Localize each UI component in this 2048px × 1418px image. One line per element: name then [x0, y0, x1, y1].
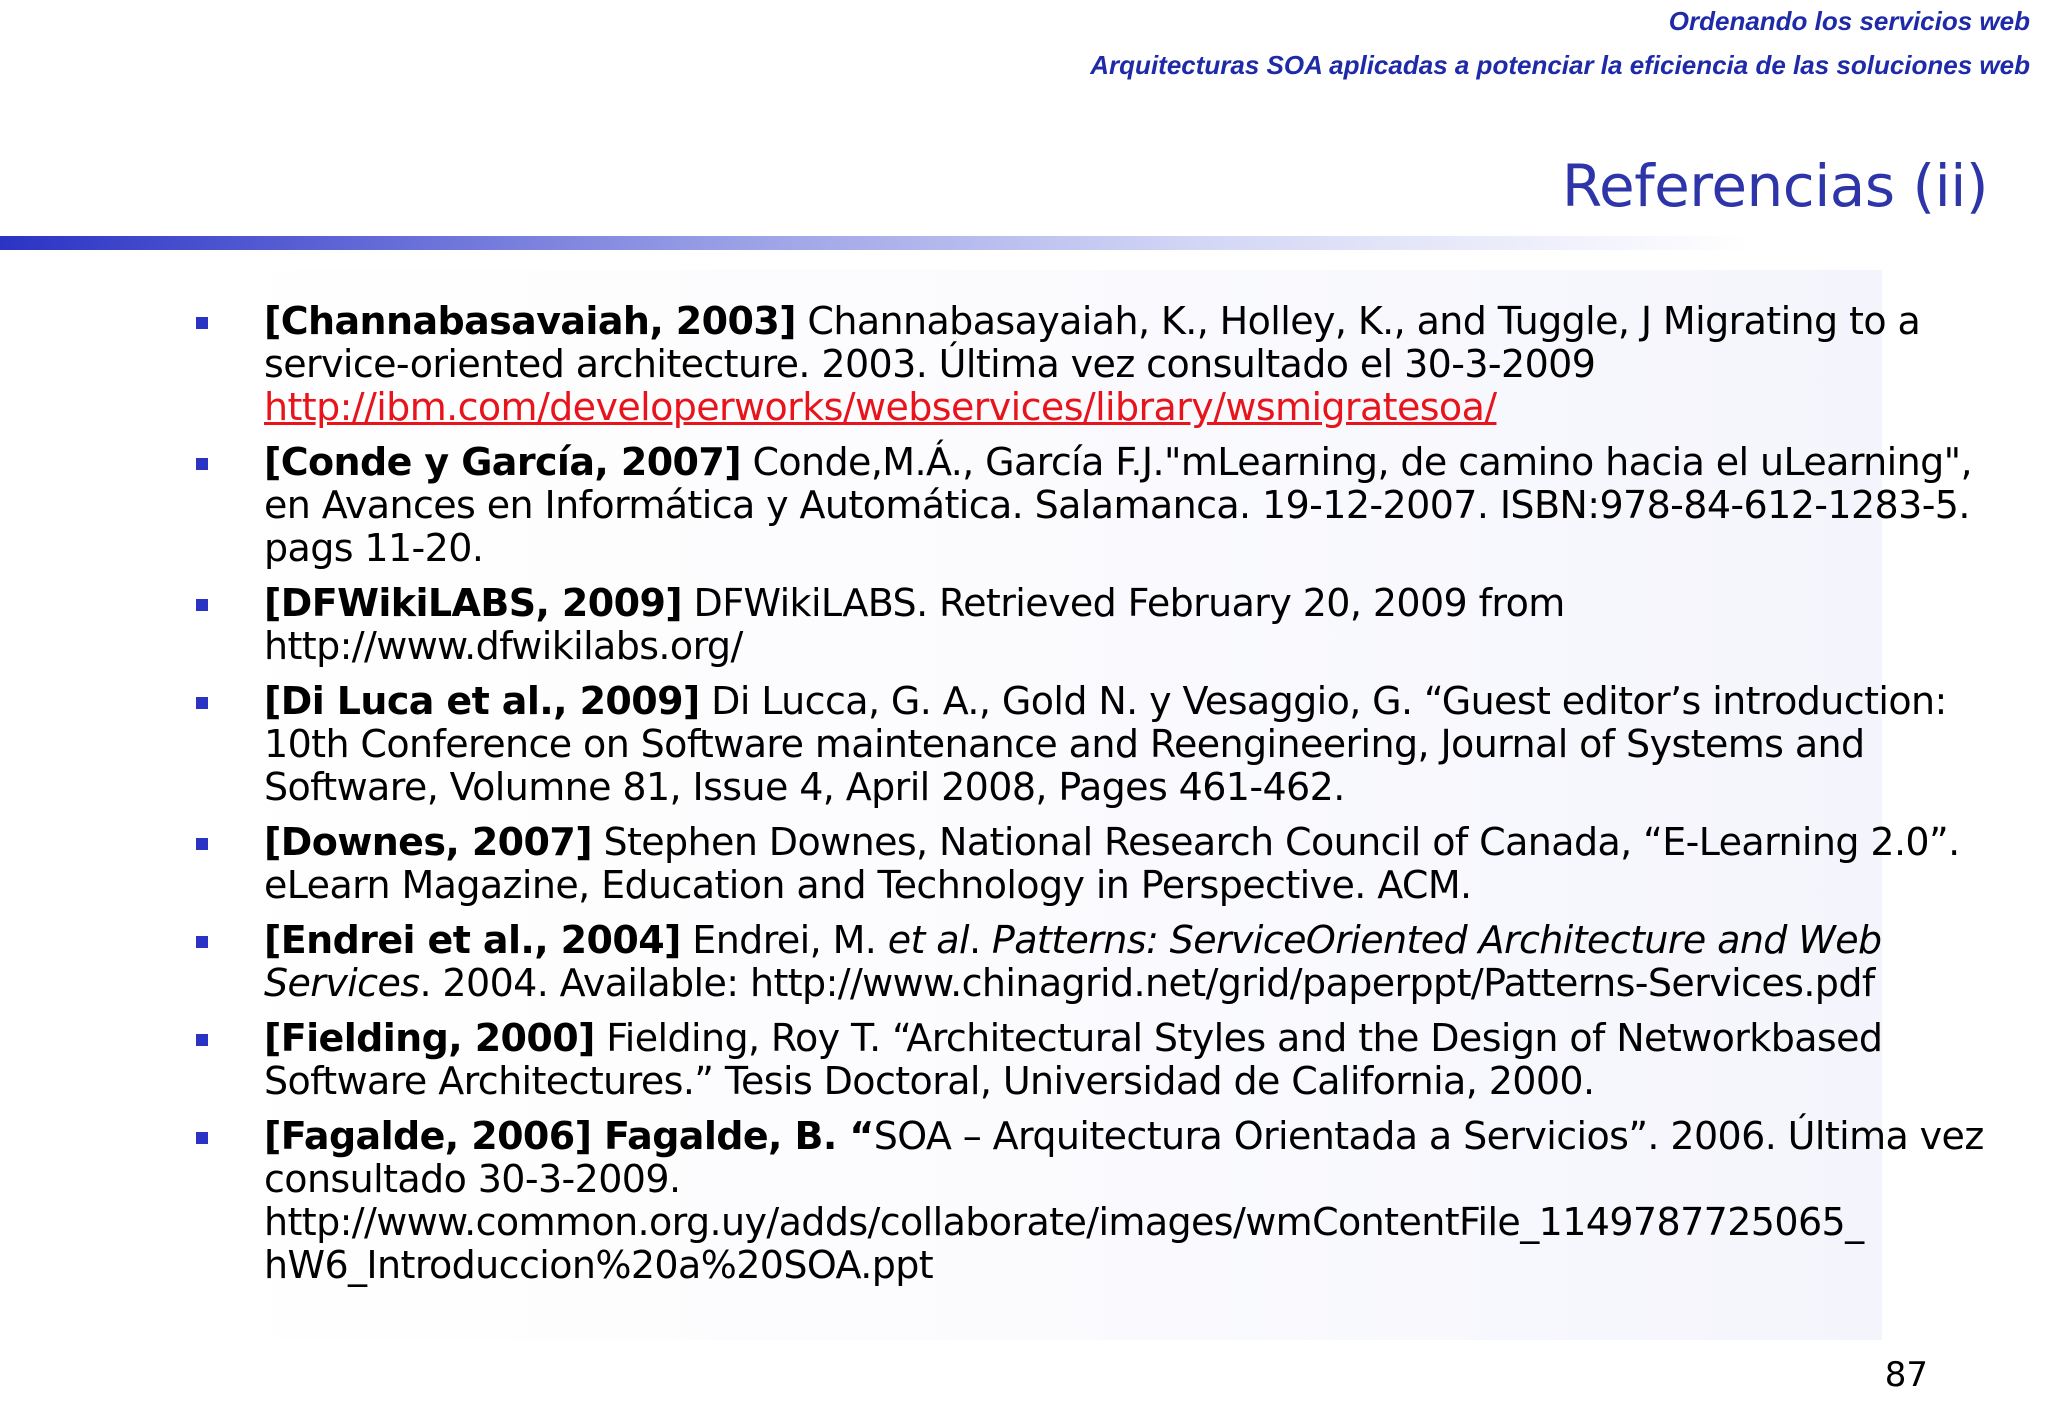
square-bullet-icon — [196, 697, 208, 709]
reference-text: SOA – Arquitectura Orientada a Servicios”. 2006. Última vez consultado 30-3-2009. http://www.common.org.uy/adds/collaborate/images/wmContentFile_1149787725065_ hW6_Introduccion%20a%20SOA.ppt — [264, 1114, 1984, 1287]
reference-item-channabasavaiah — [0, 300, 2048, 429]
reference-key: [Conde y García, 2007] — [264, 440, 741, 484]
slide-title: Referencias (ii) — [1561, 152, 1988, 220]
reference-key: [Endrei et al., 2004] — [264, 918, 681, 962]
square-bullet-icon — [196, 317, 208, 329]
reference-key: [Fagalde, 2006] — [264, 1114, 592, 1158]
reference-text: Stephen Downes, National Research Council of Canada, “E-Learning 2.0”. eLearn Magazine, Education and Technology in Perspective. ACM. — [264, 820, 1960, 907]
square-bullet-icon — [196, 1034, 208, 1046]
reference-item-dfwikilabs — [0, 582, 2048, 668]
reference-item-downes — [0, 821, 2048, 907]
reference-text: Endrei, M. — [680, 918, 888, 962]
reference-item-fielding — [0, 1017, 2048, 1103]
reference-author: Fagalde, B. “ — [591, 1114, 874, 1158]
reference-key: [Downes, 2007] — [264, 820, 592, 864]
square-bullet-icon — [196, 1132, 208, 1144]
reference-key: [Fielding, 2000] — [264, 1016, 595, 1060]
square-bullet-icon — [196, 599, 208, 611]
reference-item-endrei — [0, 919, 2048, 1005]
reference-text-italic: et al — [887, 918, 969, 962]
reference-text: Di Lucca, G. A., Gold N. y Vesaggio, G. “Guest editor’s introduction: 10th Conference on Software maintenance and Reengineering, Journal of Systems and Software, Volumne 81, Issue 4, April 2008, Pages 461-462. — [264, 679, 1947, 809]
reference-title-italic: Patterns: ServiceOriented Architecture and Web Services — [264, 918, 1882, 1005]
reference-text: Channabasayaiah, K., Holley, K., and Tuggle, J Migrating to a service-oriented architecture. 2003. Última vez consultado el 30-3-2009 — [264, 299, 1921, 386]
reference-text: Fielding, Roy T. “Architectural Styles and the Design of Networkbased Software Architectures.” Tesis Doctoral, Universidad de California, 2000. — [264, 1016, 1883, 1103]
reference-key: [Channabasavaiah, 2003] — [264, 299, 796, 343]
reference-key: [Di Luca et al., 2009] — [264, 679, 700, 723]
square-bullet-icon — [196, 838, 208, 850]
reference-item-di-luca — [0, 680, 2048, 809]
presentation-header-title: Arquitecturas SOA aplicadas a potenciar la eficiencia de las soluciones web — [1090, 50, 2030, 80]
reference-text: . 2004. Available: http://www.chinagrid.net/grid/paperppt/Patterns-Services.pdf — [419, 961, 1875, 1005]
reference-text: . — [968, 918, 992, 962]
title-gradient-rule — [0, 236, 1750, 250]
square-bullet-icon — [196, 458, 208, 470]
page-number: 87 — [1884, 1355, 1928, 1395]
reference-item-fagalde — [0, 1115, 2048, 1287]
square-bullet-icon — [196, 936, 208, 948]
reference-text: DFWikiLABS. Retrieved February 20, 2009 from http://www.dfwikilabs.org/ — [264, 581, 1565, 668]
reference-list — [0, 300, 2048, 1299]
reference-text: Conde,M.Á., García F.J."mLearning, de camino hacia el uLearning", en Avances en Informática y Automática. Salamanca. 19-12-2007. ISBN:978-84-612-1283-5. pags 11-20. — [264, 440, 1972, 570]
reference-link[interactable]: http://ibm.com/developerworks/webservices/library/wsmigratesoa/ — [264, 385, 1497, 429]
reference-key: [DFWikiLABS, 2009] — [264, 581, 683, 625]
presentation-header-subtitle: Ordenando los servicios web — [1668, 6, 2030, 36]
reference-item-conde — [0, 441, 2048, 570]
